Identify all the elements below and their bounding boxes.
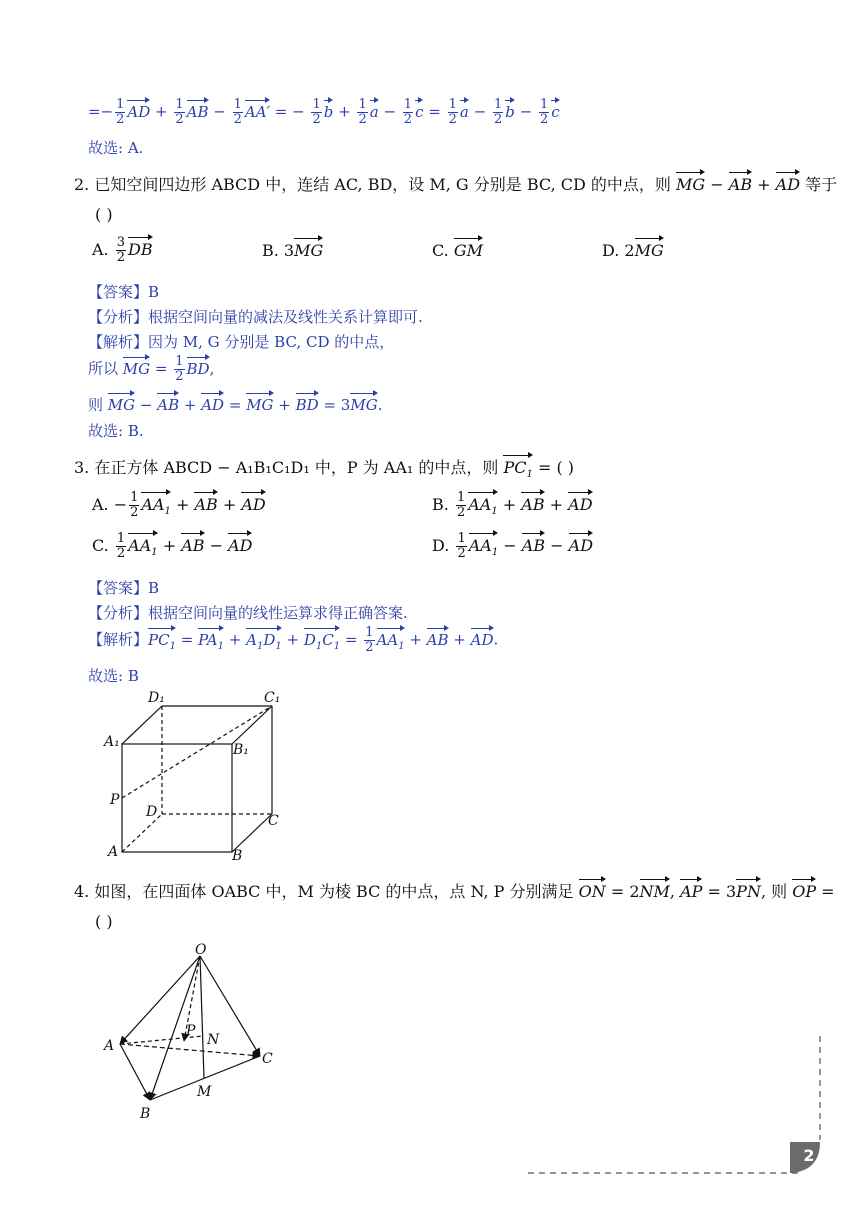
- q2-option-a[interactable]: A. $\frac{3}{2}$ DB: [92, 235, 153, 265]
- q2-suffix: 等于: [805, 175, 838, 194]
- q2-solution-so: 所以 MG = $\frac{1}{2}$ BD,: [88, 354, 215, 384]
- q3-option-b[interactable]: B. $\frac{1}{2}$ $AA_1$ + AB + AD: [432, 490, 593, 520]
- tetra-label-P: P: [186, 1023, 196, 1039]
- q3-prefix: 3. 在正方体 ABCD − A₁B₁C₁D₁ 中，P 为 AA₁ 的中点，则: [74, 458, 499, 477]
- q3-choose: 故选: B: [88, 667, 139, 685]
- vec-MG: MG: [676, 175, 706, 194]
- cube-label-C: C: [268, 813, 279, 829]
- tetra-label-A: A: [104, 1038, 115, 1054]
- prev-solution-line: =− $\frac{1}{2}$ AD + $\frac{1}{2}$ AB − $\frac{1}{2}$ AA′ = − $\frac{1}{2}$ b + $\frac{1}{2}$ a − $\frac{1}{2}$ c = $\frac{1}{2}$ a − $\frac{1}{2}$ b − $\frac{1}{2}$ c: [88, 97, 560, 127]
- q4-stem: 4. 如图，在四面体 OABC 中，M 为棱 BC 的中点，点 N, P 分别满足 ON = 2NM, AP = 3PN, 则 OP =: [74, 882, 835, 901]
- q2-solution-then: 则 MG − AB + AD = MG + BD = 3MG.: [88, 396, 383, 414]
- q3-analysis: 【分析】根据空间向量的线性运算求得正确答案.: [88, 604, 408, 622]
- cube-label-D: D: [146, 804, 158, 820]
- q4-prefix: 4. 如图，在四面体 OABC 中，M 为棱 BC 的中点，点 N, P 分别满足: [74, 882, 574, 901]
- q3-option-c[interactable]: C. $\frac{1}{2}$ $AA_1$ + AB − AD: [92, 531, 253, 561]
- q2-option-c[interactable]: C. GM: [432, 241, 484, 260]
- cube-label-P: P: [110, 792, 120, 808]
- page-number: 2: [803, 1146, 815, 1165]
- cube-label-B1: B₁: [233, 742, 249, 758]
- cube-label-A1: A₁: [104, 734, 120, 750]
- q4-blank: ( ): [95, 912, 113, 931]
- q2-option-d[interactable]: D. 2MG: [602, 241, 664, 260]
- q2-prefix: 2. 已知空间四边形 ABCD 中，连结 AC, BD，设 M, G 分别是 BC, CD 的中点，则: [74, 175, 671, 194]
- tetra-label-O: O: [195, 942, 207, 958]
- q3-option-a[interactable]: A. − $\frac{1}{2}$ $AA_1$ + AB + AD: [92, 490, 266, 520]
- cube-label-D1: D₁: [148, 690, 165, 706]
- q2-solution-intro: 【解析】因为 M, G 分别是 BC, CD 的中点，: [88, 333, 395, 351]
- q2-option-b[interactable]: B. 3MG: [262, 241, 324, 260]
- q3-option-d[interactable]: D. $\frac{1}{2}$ $AA_1$ − AB − AD: [432, 531, 594, 561]
- cube-label-B: B: [232, 848, 243, 864]
- q2-blank: ( ): [95, 205, 113, 224]
- q3-blank: = ( ): [537, 458, 575, 477]
- q2-answer: 【答案】B: [88, 283, 160, 301]
- cube-label-A: A: [108, 844, 119, 860]
- tetrahedron-figure: [100, 940, 290, 1122]
- tetra-label-B: B: [140, 1106, 151, 1122]
- q2-choose: 故选: B.: [88, 422, 144, 440]
- cube-label-C1: C₁: [264, 690, 281, 706]
- tetra-label-N: N: [207, 1032, 220, 1048]
- q3-answer: 【答案】B: [88, 579, 160, 597]
- q3-stem: 3. 在正方体 ABCD − A₁B₁C₁D₁ 中，P 为 AA₁ 的中点，则 $PC_1$ = ( ): [74, 458, 575, 481]
- q2-analysis: 【分析】根据空间向量的减法及线性关系计算即可.: [88, 308, 423, 326]
- tetra-label-M: M: [197, 1084, 212, 1100]
- prev-choose: 故选: A.: [88, 139, 144, 157]
- q2-stem: 2. 已知空间四边形 ABCD 中，连结 AC, BD，设 M, G 分别是 BC, CD 的中点，则 MG − AB + AD 等于: [74, 175, 838, 194]
- cube-figure: [100, 686, 300, 866]
- tetra-label-C: C: [262, 1051, 273, 1067]
- footer-decoration: [520, 1030, 840, 1180]
- q3-solution: 【解析】$PC_1 = PA_1 + A_1D_1 + D_1C_1$ = $\frac{1}{2}$ $AA_1$ + AB + AD.: [88, 625, 499, 655]
